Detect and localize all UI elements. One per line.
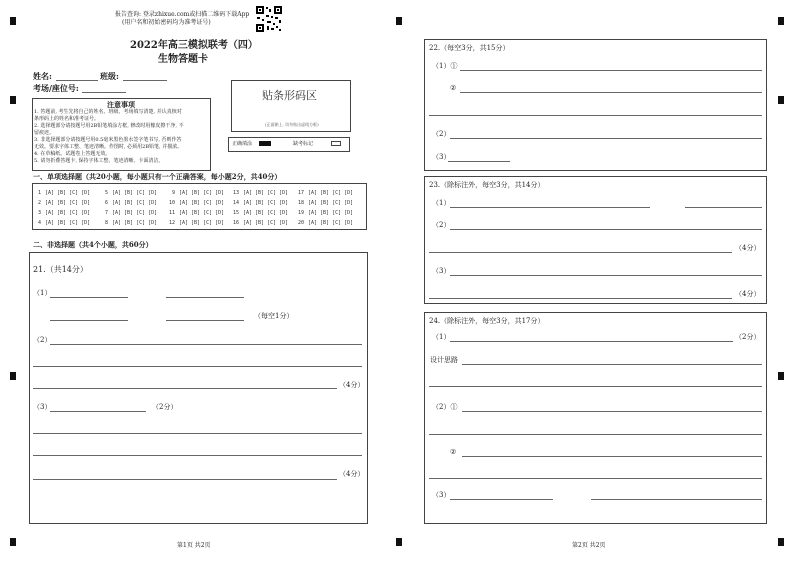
q22-answer-line[interactable]	[460, 92, 762, 93]
class-field[interactable]	[123, 80, 167, 81]
q21-answer-line[interactable]	[33, 388, 337, 389]
choice-options[interactable]: [A] [B] [C] [D]	[308, 190, 354, 196]
registration-mark	[10, 538, 16, 546]
q24-part1-label: （1）	[432, 333, 451, 341]
choice-number: 20	[298, 220, 305, 226]
q23-part2-label: （2）	[432, 221, 451, 229]
choice-number: 16	[233, 220, 240, 226]
exam-seat-label: 考场/座位号:	[33, 83, 79, 93]
barcode-note: (正面朝上, 切勿贴出虚线方框)	[265, 122, 319, 127]
q23-part3-score: （4分）	[735, 290, 761, 298]
q21-answer-line[interactable]	[50, 320, 128, 321]
q21-answer-line[interactable]	[33, 366, 362, 367]
q21-answer-line[interactable]	[166, 320, 244, 321]
q23-part1-label: （1）	[432, 199, 451, 207]
q24-part1-score: （2分）	[735, 333, 761, 341]
q21-answer-line[interactable]	[33, 479, 337, 480]
q24-answer-line[interactable]	[429, 386, 762, 387]
q22-part3-label: （3）	[432, 153, 451, 161]
q21-part3-score: （4分）	[339, 470, 365, 478]
q21-answer-line[interactable]	[33, 455, 362, 456]
choice-options[interactable]: [A] [B] [C] [D]	[45, 200, 91, 206]
q24-answer-line[interactable]	[462, 364, 762, 365]
q24-title: 24.（除标注外，每空3分，共17分）	[429, 317, 545, 325]
choice-number: 12	[169, 220, 176, 226]
registration-mark	[10, 96, 16, 104]
choice-options[interactable]: [A] [B] [C] [D]	[45, 190, 91, 196]
q21-answer-line[interactable]	[50, 297, 128, 298]
q21-part2-score: （4分）	[339, 381, 365, 389]
report-notice: 报告查询: 登录zhixue.com或扫描二维码下载App	[115, 11, 250, 18]
q24-design-label: 设计思路	[430, 356, 458, 364]
choice-number: 18	[298, 200, 305, 206]
registration-mark	[396, 538, 402, 546]
notes-line: 4. 在草稿纸、试题卷上答题无效。	[34, 151, 111, 157]
absent-mark-box[interactable]	[331, 141, 341, 146]
choice-number: 5	[105, 190, 109, 196]
q23-answer-line[interactable]	[429, 252, 732, 253]
choice-number: 8	[105, 220, 109, 226]
registration-mark	[778, 96, 784, 104]
choice-number: 17	[298, 190, 305, 196]
choice-number: 9	[172, 190, 176, 196]
qr-code	[256, 6, 282, 32]
q21-part2-label: （2）	[33, 336, 52, 344]
q24-part3-label: （3）	[432, 491, 451, 499]
q21-answer-line[interactable]	[50, 411, 146, 412]
notes-line: 1. 答题前, 考生先将自己的姓名、班级、考场填写清楚, 并认真核对	[34, 109, 182, 115]
q23-answer-line[interactable]	[450, 229, 762, 230]
registration-mark	[778, 17, 784, 25]
q23-answer-line[interactable]	[450, 275, 762, 276]
registration-mark	[396, 17, 402, 25]
q23-part2-score: （4分）	[735, 244, 761, 252]
q23-title: 23.（除标注外，每空3分，共14分）	[429, 181, 545, 189]
section1-title: 一、单项选择题（共20小题，每小题只有一个正确答案，每小题2分，共40分）	[33, 172, 282, 181]
choice-options[interactable]: [A] [B] [C] [D]	[179, 200, 225, 206]
notes-title: 注意事项	[107, 100, 135, 109]
exam-seat-field[interactable]	[82, 92, 126, 93]
choice-number: 11	[169, 210, 176, 216]
q21-part3-note: （2分）	[152, 403, 178, 411]
choice-options[interactable]: [A] [B] [C] [D]	[45, 220, 91, 226]
q22-answer-box	[424, 39, 767, 171]
q24-answer-box	[424, 312, 767, 524]
notes-line: 无效。要求字体工整、笔迹清晰。作图时, 必须用2B铅笔, 并描浓。	[34, 144, 183, 150]
barcode-title: 贴条形码区	[262, 89, 317, 102]
page-footer: 第1页 共2页	[177, 542, 211, 549]
q22-part1-label: （1）①	[432, 62, 458, 70]
choice-number: 4	[38, 220, 42, 226]
q24-answer-line[interactable]	[429, 434, 762, 435]
notes-line: 5. 请勿折叠答题卡, 保持字体工整、笔迹清晰、卡面清洁。	[34, 158, 164, 164]
choice-number: 13	[233, 190, 240, 196]
choice-number: 10	[169, 200, 176, 206]
q24-part2-label: （2）①	[432, 403, 458, 411]
choice-number: 14	[233, 200, 240, 206]
q24-answer-line[interactable]	[591, 499, 762, 500]
notes-line: 留痕迹。	[34, 130, 55, 136]
q23-answer-box	[424, 176, 767, 304]
q22-answer-line[interactable]	[460, 70, 762, 71]
page-footer: 第2页 共2页	[572, 542, 606, 549]
registration-mark	[778, 538, 784, 546]
q23-answer-line[interactable]	[450, 207, 650, 208]
q24-answer-line[interactable]	[462, 456, 762, 457]
report-notice-sub: (用户名和初始密码均为准考证号)	[122, 19, 211, 26]
q21-part3-label: （3）	[33, 403, 52, 411]
notes-line: 3. 非选择题部分请按题号用0.5毫米黑色墨水签字笔书写, 否则作答	[34, 137, 182, 143]
choice-number: 2	[38, 200, 42, 206]
exam-subtitle: 生物答题卡	[158, 54, 208, 65]
registration-mark	[10, 17, 16, 25]
q24-part2b-label: ②	[450, 448, 457, 456]
q23-answer-line[interactable]	[685, 207, 762, 208]
choice-options[interactable]: [A] [B] [C] [D]	[112, 190, 158, 196]
choice-options[interactable]: [A] [B] [C] [D]	[45, 210, 91, 216]
q24-answer-line[interactable]	[429, 478, 762, 479]
q23-answer-line[interactable]	[429, 298, 732, 299]
q22-answer-line[interactable]	[429, 115, 762, 116]
choice-number: 3	[38, 210, 42, 216]
notes-line: 2. 选择题部分请按题号用2B铅笔填涂方框, 修改时用橡皮擦干净, 不	[34, 123, 184, 129]
q21-answer-line[interactable]	[33, 433, 362, 434]
choice-number: 19	[298, 210, 305, 216]
registration-mark	[10, 372, 16, 380]
q24-answer-line[interactable]	[450, 341, 733, 342]
q22-part1b-label: ②	[450, 84, 457, 92]
section2-title: 二、非选择题（共4个小题，共60分）	[33, 240, 153, 249]
notes-line: 条形码上的姓名和准考证号。	[34, 116, 100, 122]
choice-options[interactable]: [A] [B] [C] [D]	[308, 200, 354, 206]
choice-number: 6	[105, 200, 109, 206]
exam-title: 2022年高三模拟联考（四）	[130, 40, 258, 51]
q22-part2-label: （2）	[432, 130, 451, 138]
choice-options[interactable]: [A] [B] [C] [D]	[243, 200, 289, 206]
choice-options[interactable]: [A] [B] [C] [D]	[179, 220, 225, 226]
choice-number: 7	[105, 210, 109, 216]
choice-options[interactable]: [A] [B] [C] [D]	[112, 200, 158, 206]
absent-mark-label: 缺考标记	[293, 141, 314, 147]
q24-answer-line[interactable]	[462, 411, 762, 412]
registration-mark	[778, 372, 784, 380]
choice-number: 1	[38, 190, 42, 196]
q22-answer-line[interactable]	[448, 161, 510, 162]
choice-options[interactable]: [A] [B] [C] [D]	[112, 210, 158, 216]
q21-part1-label: （1）	[33, 289, 52, 297]
correct-fill-sample	[259, 141, 271, 146]
choice-options[interactable]: [A] [B] [C] [D]	[112, 220, 158, 226]
choice-options[interactable]: [A] [B] [C] [D]	[243, 210, 289, 216]
q23-part3-label: （3）	[432, 267, 451, 275]
choice-options[interactable]: [A] [B] [C] [D]	[179, 190, 225, 196]
choice-options[interactable]: [A] [B] [C] [D]	[243, 190, 289, 196]
q22-title: 22.（每空3分，共15分）	[429, 44, 510, 52]
name-field[interactable]	[56, 80, 98, 81]
q21-answer-line[interactable]	[50, 344, 362, 345]
choice-number: 15	[233, 210, 240, 216]
choice-options[interactable]: [A] [B] [C] [D]	[243, 220, 289, 226]
correct-fill-label: 正确填涂	[232, 141, 253, 147]
q24-answer-line[interactable]	[450, 499, 553, 500]
choice-options[interactable]: [A] [B] [C] [D]	[308, 220, 354, 226]
q21-title: 21.（共14分）	[33, 265, 88, 274]
choice-options[interactable]: [A] [B] [C] [D]	[179, 210, 225, 216]
name-label: 姓名:	[33, 71, 52, 81]
q21-answer-line[interactable]	[166, 297, 244, 298]
q22-answer-line[interactable]	[450, 138, 762, 139]
choice-options[interactable]: [A] [B] [C] [D]	[308, 210, 354, 216]
q21-part1-note: （每空1分）	[254, 312, 294, 320]
class-label: 班级:	[100, 71, 119, 81]
